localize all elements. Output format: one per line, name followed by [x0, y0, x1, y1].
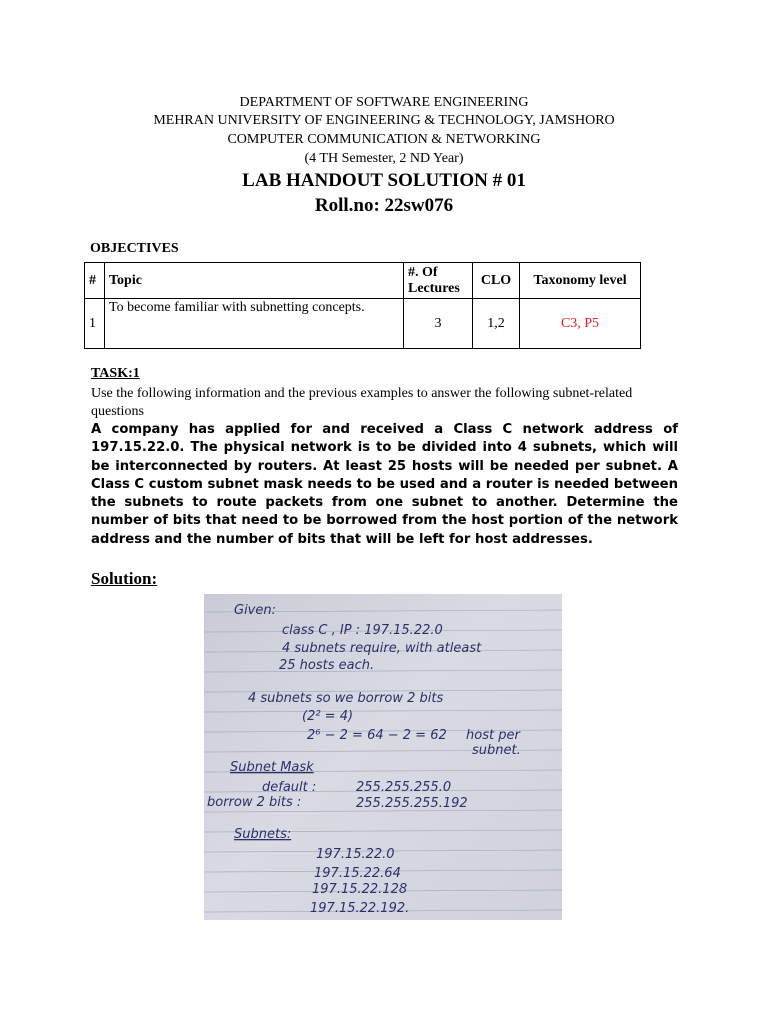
hw-subnet-1: 197.15.22.0	[316, 847, 395, 862]
hw-line3: 25 hosts each.	[279, 658, 375, 673]
university-line: MEHRAN UNIVERSITY OF ENGINEERING & TECHNOLOGY, JAMSHORO	[153, 113, 615, 128]
hw-borrow-value: 255.255.255.192	[356, 796, 468, 811]
table-header-row	[85, 263, 641, 299]
hw-default-value: 255.255.255.0	[356, 780, 452, 795]
row-clo: 1,2	[473, 299, 520, 349]
hw-given: Given:	[234, 603, 276, 618]
course-line: COMPUTER COMMUNICATION & NETWORKING	[227, 132, 541, 147]
hw-line5: (2² = 4)	[302, 709, 354, 724]
objectives-table	[84, 262, 641, 349]
row-lectures: 3	[404, 299, 473, 349]
task-body: A company has applied for and received a Class C network address of 197.15.22.0. The physical network is to be divided into 4 subnets, which will be interconnected by routers. At least 25 hosts will be needed per subnet. A Class C custom subnet mask needs to be used and a router is needed between the subnets to route packets from one subnet to another. Determine the number of bits that need to be borrowed from the host portion of the network address and the number of bits that will be left for host addresses.	[91, 422, 678, 547]
solution-heading: Solution:	[91, 569, 158, 588]
table-row	[85, 299, 641, 349]
notebook-page	[204, 594, 562, 920]
hw-subnets-heading: Subnets:	[234, 827, 292, 842]
col-lectures: #. Of Lectures	[404, 263, 473, 299]
document-title: LAB HANDOUT SOLUTION # 01	[242, 170, 526, 191]
row-number: 1	[85, 299, 105, 349]
hw-subnet-3: 197.15.22.128	[312, 882, 408, 897]
department-line: DEPARTMENT OF SOFTWARE ENGINEERING	[239, 95, 529, 110]
hw-line7b: subnet.	[472, 743, 521, 758]
row-taxonomy: C3, P5	[520, 299, 641, 349]
hw-subnet-4: 197.15.22.192.	[310, 901, 410, 916]
objectives-heading: OBJECTIVES	[90, 241, 179, 256]
hw-default-label: default :	[262, 780, 317, 795]
task-label: TASK:1	[91, 366, 140, 381]
col-number: #	[85, 263, 105, 299]
hw-mask-heading: Subnet Mask	[230, 760, 314, 775]
col-clo: CLO	[473, 263, 520, 299]
handwritten-solution-photo	[204, 594, 562, 920]
semester-line: (4 TH Semester, 2 ND Year)	[304, 151, 464, 166]
hw-line1: class C , IP : 197.15.22.0	[282, 623, 443, 638]
hw-subnet-2: 197.15.22.64	[314, 866, 401, 881]
col-taxonomy: Taxonomy level	[520, 263, 641, 299]
hw-line6: 2⁶ − 2 = 64 − 2 = 62	[307, 728, 447, 743]
task-intro: Use the following information and the previous examples to answer the following subnet-related questions	[91, 386, 633, 419]
hw-line7a: host per	[466, 728, 520, 743]
hw-line4: 4 subnets so we borrow 2 bits	[248, 691, 444, 706]
col-topic: Topic	[105, 263, 404, 299]
hw-line2: 4 subnets require, with atleast	[282, 641, 482, 656]
roll-number: Roll.no: 22sw076	[314, 195, 454, 216]
hw-borrow-label: borrow 2 bits :	[207, 795, 302, 810]
row-topic: To become familiar with subnetting concepts.	[105, 299, 404, 349]
